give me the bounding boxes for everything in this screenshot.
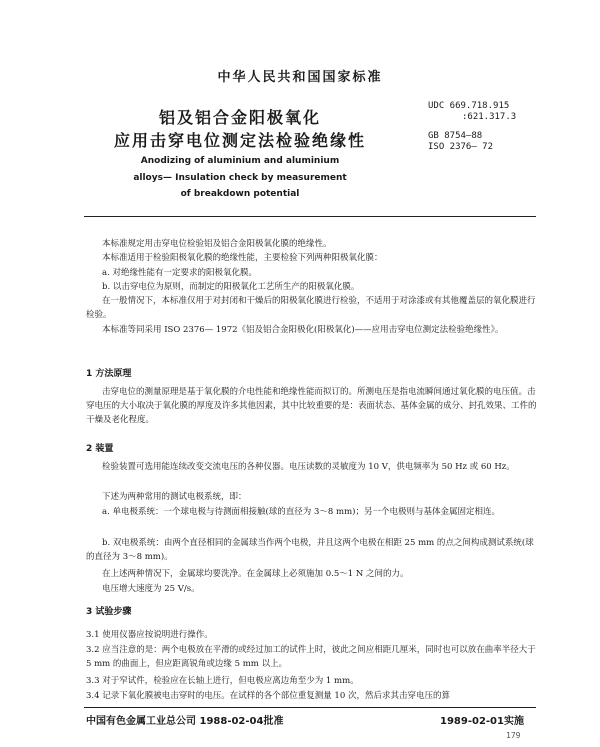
title-line-1: 铝及铝合金阳极氧化 [158,108,321,127]
intro-paragraph-4: 本标准等同采用 ISO 2376— 1972《铝及铝合金阳极化(阳极氧化)——应用击穿电位测定法检验绝缘性》。 [102,325,504,335]
header-rule [84,216,536,217]
intro-paragraph-1: 本标准规定用击穿电位检验铝及铝合金阳极氧化膜的绝缘性。 [102,239,332,249]
footer-rule [84,707,536,708]
section-1-body: 击穿电位的测量原理是基于氧化膜的介电性能和绝缘性能而拟订的。所测电压是指电流瞬间通过氧化膜的电压值。击穿电压的大小取决于氧化膜的厚度及许多其他因素，其中比较重要的是：表面状态、基体金属的成分、封孔效果、工件的干燥及老化程度。 [86,387,537,425]
iso-number: ISO 2376— 72 [428,142,494,152]
step-3-4: 3.4 记录下氧化膜被电击穿时的电压。在试样的各个部位重复测量 10 次，然后求其击穿电压的算 [86,691,450,701]
standard-name: 中华人民共和国国家标准 [217,70,383,85]
section-2-item-b: b. 双电极系统：由两个直径相同的金属球当作两个电极，并且这两个电极在相距 25 mm 的点之间构成测试系统(球的直径为 3～8 mm)。 [86,538,534,562]
section-2-paragraph-2: 下述为两种常用的测试电极系统，即： [102,492,247,502]
step-3-3: 3.3 对于窄试件，检验应在长轴上进行，但电极应离边角至少为 1 mm。 [86,676,359,686]
page-number: 179 [506,731,521,740]
section-3-heading: 3 试验步骤 [86,607,132,617]
step-3-2: 3.2 应当注意的是：两个电极放在平滑的或经过加工的试件上时，彼此之间应相距几厘米，同时也可以放在曲率半径大于 5 mm 的曲面上，但应距离锐角或边缘 5 mm 以上。 [86,645,536,669]
section-2-heading: 2 装置 [86,444,114,454]
section-2-item-a: a. 单电极系统：一个球电极与待测面相接触(球的直径为 3～8 mm)；另一个电极则与基体金属固定相连。 [102,507,500,517]
intro-item-a: a. 对绝缘性能有一定要求的阳极氧化膜。 [102,268,257,278]
section-2-paragraph-3: 在上述两种情况下，金属球均要洗净。在金属球上必须施加 0.5～1 N 之间的力。 [102,569,409,579]
intro-paragraph-2: 本标准适用于检验阳极氧化膜的绝缘性能，主要检验下列两种阳极氧化膜： [102,253,383,263]
implementation-date: 1989-02-01实施 [440,716,524,727]
title-line-2: 应用击穿电位测定法检验绝缘性 [113,131,366,150]
section-2-paragraph-4: 电压增大速度为 25 V/s。 [102,584,200,594]
gb-number: GB 8754—88 [428,131,483,141]
intro-paragraph-3: 在一般情况下，本标准仅用于对封闭和干燥后的阳极氧化膜进行检验，不适用于对涂漆或有其他覆盖层的氧化膜进行检验。 [86,296,536,320]
section-1-heading: 1 方法原理 [86,369,132,379]
section-2-paragraph-1: 检验装置可选用能连续改变交流电压的各种仪器。电压读数的灵敏度为 10 V，供电频率为 50 Hz 或 60 Hz。 [102,462,515,472]
english-title-line-2: alloys— Insulation check by measurement [133,173,347,183]
udc-code: UDC 669.718.915 [428,101,510,111]
english-title-line-1: Anodizing of aluminium and aluminium [140,156,340,166]
udc-sub-code: :621.317.3 [462,112,517,122]
approval-date: 中国有色金属工业总公司 1988-02-04批准 [86,716,284,727]
english-title-line-3: of breakdown potential [180,189,300,199]
intro-item-b: b. 以击穿电位为原则，而制定的阳极氧化工艺所生产的阳极氧化膜。 [102,282,360,292]
step-3-1: 3.1 使用仪器应按说明进行操作。 [86,630,213,640]
